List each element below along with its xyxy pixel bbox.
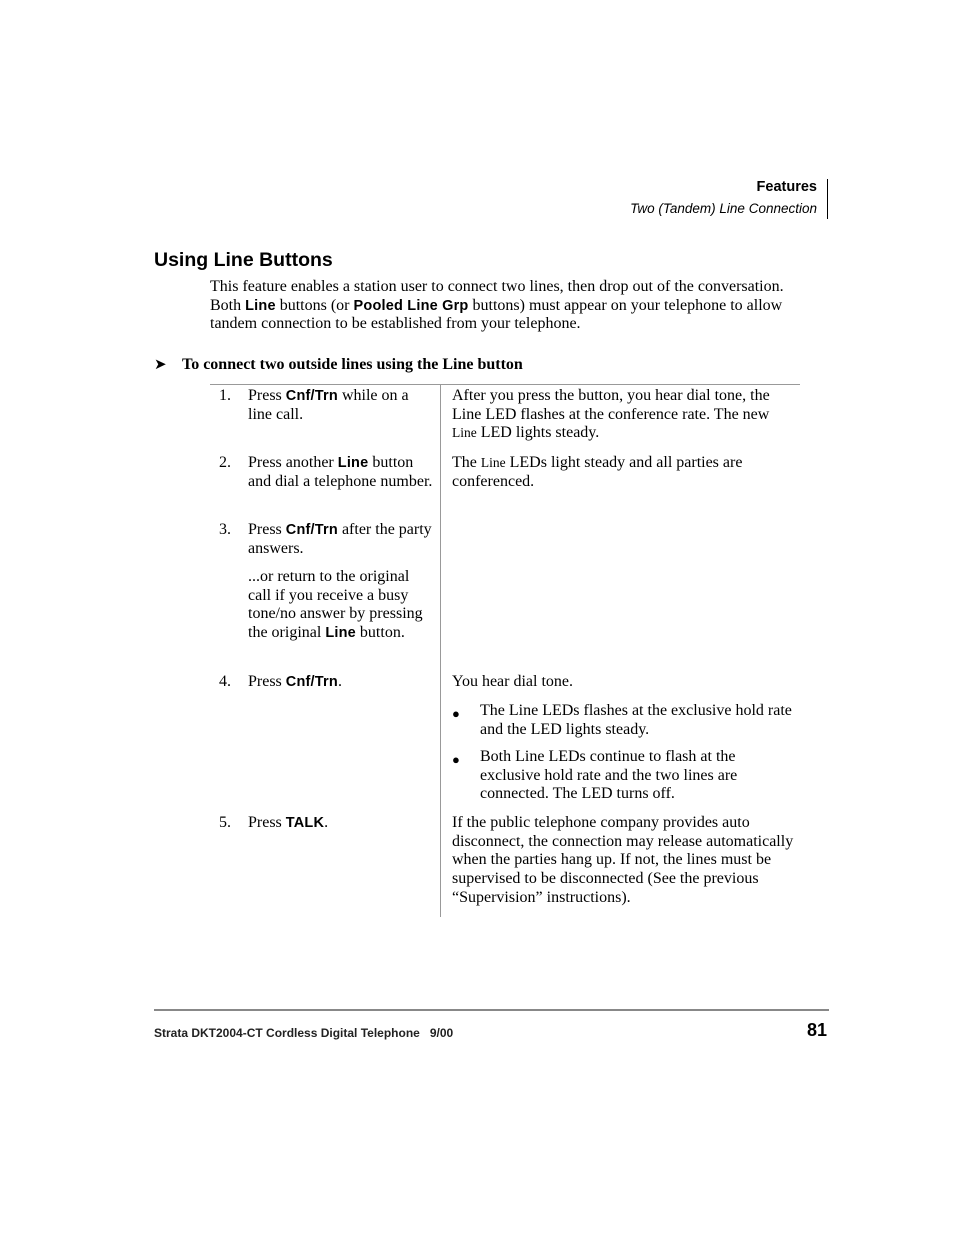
step-5: [219, 814, 434, 833]
step-text: Press another: [248, 454, 338, 471]
bullet-text: Both Line LEDs continue to flash at the exclusive hold rate and the two lines are connected. The LED turns off.: [480, 748, 738, 803]
step-2: [219, 454, 434, 491]
result-1: [452, 387, 797, 443]
bullet-text: The Line LEDs flashes at the exclusive hold rate and the LED lights steady.: [480, 702, 792, 738]
result-bullet-2: [452, 748, 797, 804]
line-key-label: Line: [245, 297, 276, 314]
intro-text-3: buttons) must appear on your telephone to allow tandem connection to be established from your telephone.: [210, 296, 783, 333]
result-bullet-1: [452, 702, 797, 739]
step-4: [219, 673, 434, 692]
step-text: .: [337, 673, 342, 690]
result-line-term: Line: [480, 455, 506, 470]
step-text: Press: [248, 673, 286, 690]
result-text: LED lights steady.: [476, 424, 600, 442]
result-line-term: Line: [452, 425, 477, 441]
result-2: [452, 454, 797, 491]
line-key: Line: [337, 455, 369, 471]
result-4: You hear dial tone.: [452, 673, 574, 690]
step-text: after the party answers.: [248, 521, 432, 557]
talk-key: TALK: [285, 815, 325, 831]
step-text: Press: [248, 814, 286, 831]
arrow-icon: ➤: [154, 355, 167, 373]
section-title: Using Line Buttons: [154, 249, 333, 271]
intro-text-1: This feature enables a station user to connect two lines, then drop out of the conversation. Both: [210, 278, 784, 314]
table-top-rule: [210, 384, 800, 385]
step-text: button and dial a telephone number.: [248, 454, 433, 490]
step-text: Press: [248, 387, 286, 404]
cnf-trn-key: Cnf/Trn: [285, 388, 338, 404]
cnf-trn-key: Cnf/Trn: [285, 674, 338, 690]
page-number: 81: [806, 1020, 827, 1040]
step-number: 4.: [219, 673, 231, 690]
intro-paragraph: [210, 278, 810, 334]
line-key: Line: [325, 625, 356, 642]
result-5: If the public telephone company provides auto disconnect, the connection may release automatically when the parties hang up. If not, the lines must be supervised to be disconnected (See the previous “Supervision” instructions).: [452, 814, 794, 906]
cnf-trn-key: Cnf/Trn: [285, 522, 338, 538]
step-3: [219, 521, 434, 558]
header-rule: [827, 179, 828, 219]
step-text: while on a line call.: [248, 387, 409, 423]
step-number: 1.: [219, 387, 231, 404]
bullet-icon: ●: [452, 752, 460, 767]
step-1: [219, 387, 434, 424]
header-subsection: Two (Tandem) Line Connection: [630, 201, 817, 216]
pooled-line-key-label: Pooled Line Grp: [353, 297, 469, 314]
procedure-heading: [154, 354, 814, 375]
step-number: 3.: [219, 521, 231, 538]
result-text: LEDs light steady and all parties are conferenced.: [452, 454, 743, 490]
step-text: Press: [248, 521, 286, 538]
footer-rule: [154, 1009, 829, 1011]
header-section: Features: [756, 179, 817, 195]
footer-doc-title: Strata DKT2004-CT Cordless Digital Telephone 9/00: [154, 1026, 454, 1040]
result-text: After you press the button, you hear dial tone, the Line LED flashes at the conference rate. The new: [452, 387, 770, 423]
step-text: ...or return to the original call if you receive a busy tone/no answer by pressing the original: [248, 568, 423, 642]
step-text: button.: [355, 624, 405, 642]
step-text: .: [324, 814, 329, 831]
procedure-title: To connect two outside lines using the Line button: [182, 356, 523, 373]
result-text: The: [452, 454, 481, 471]
table-column-rule: [440, 384, 441, 917]
step-3-alternative: [219, 568, 434, 643]
step-number: 2.: [219, 454, 231, 471]
step-number: 5.: [219, 814, 231, 831]
running-header: [630, 178, 817, 219]
intro-text-2: buttons (or: [275, 296, 354, 314]
bullet-icon: ●: [452, 706, 460, 721]
